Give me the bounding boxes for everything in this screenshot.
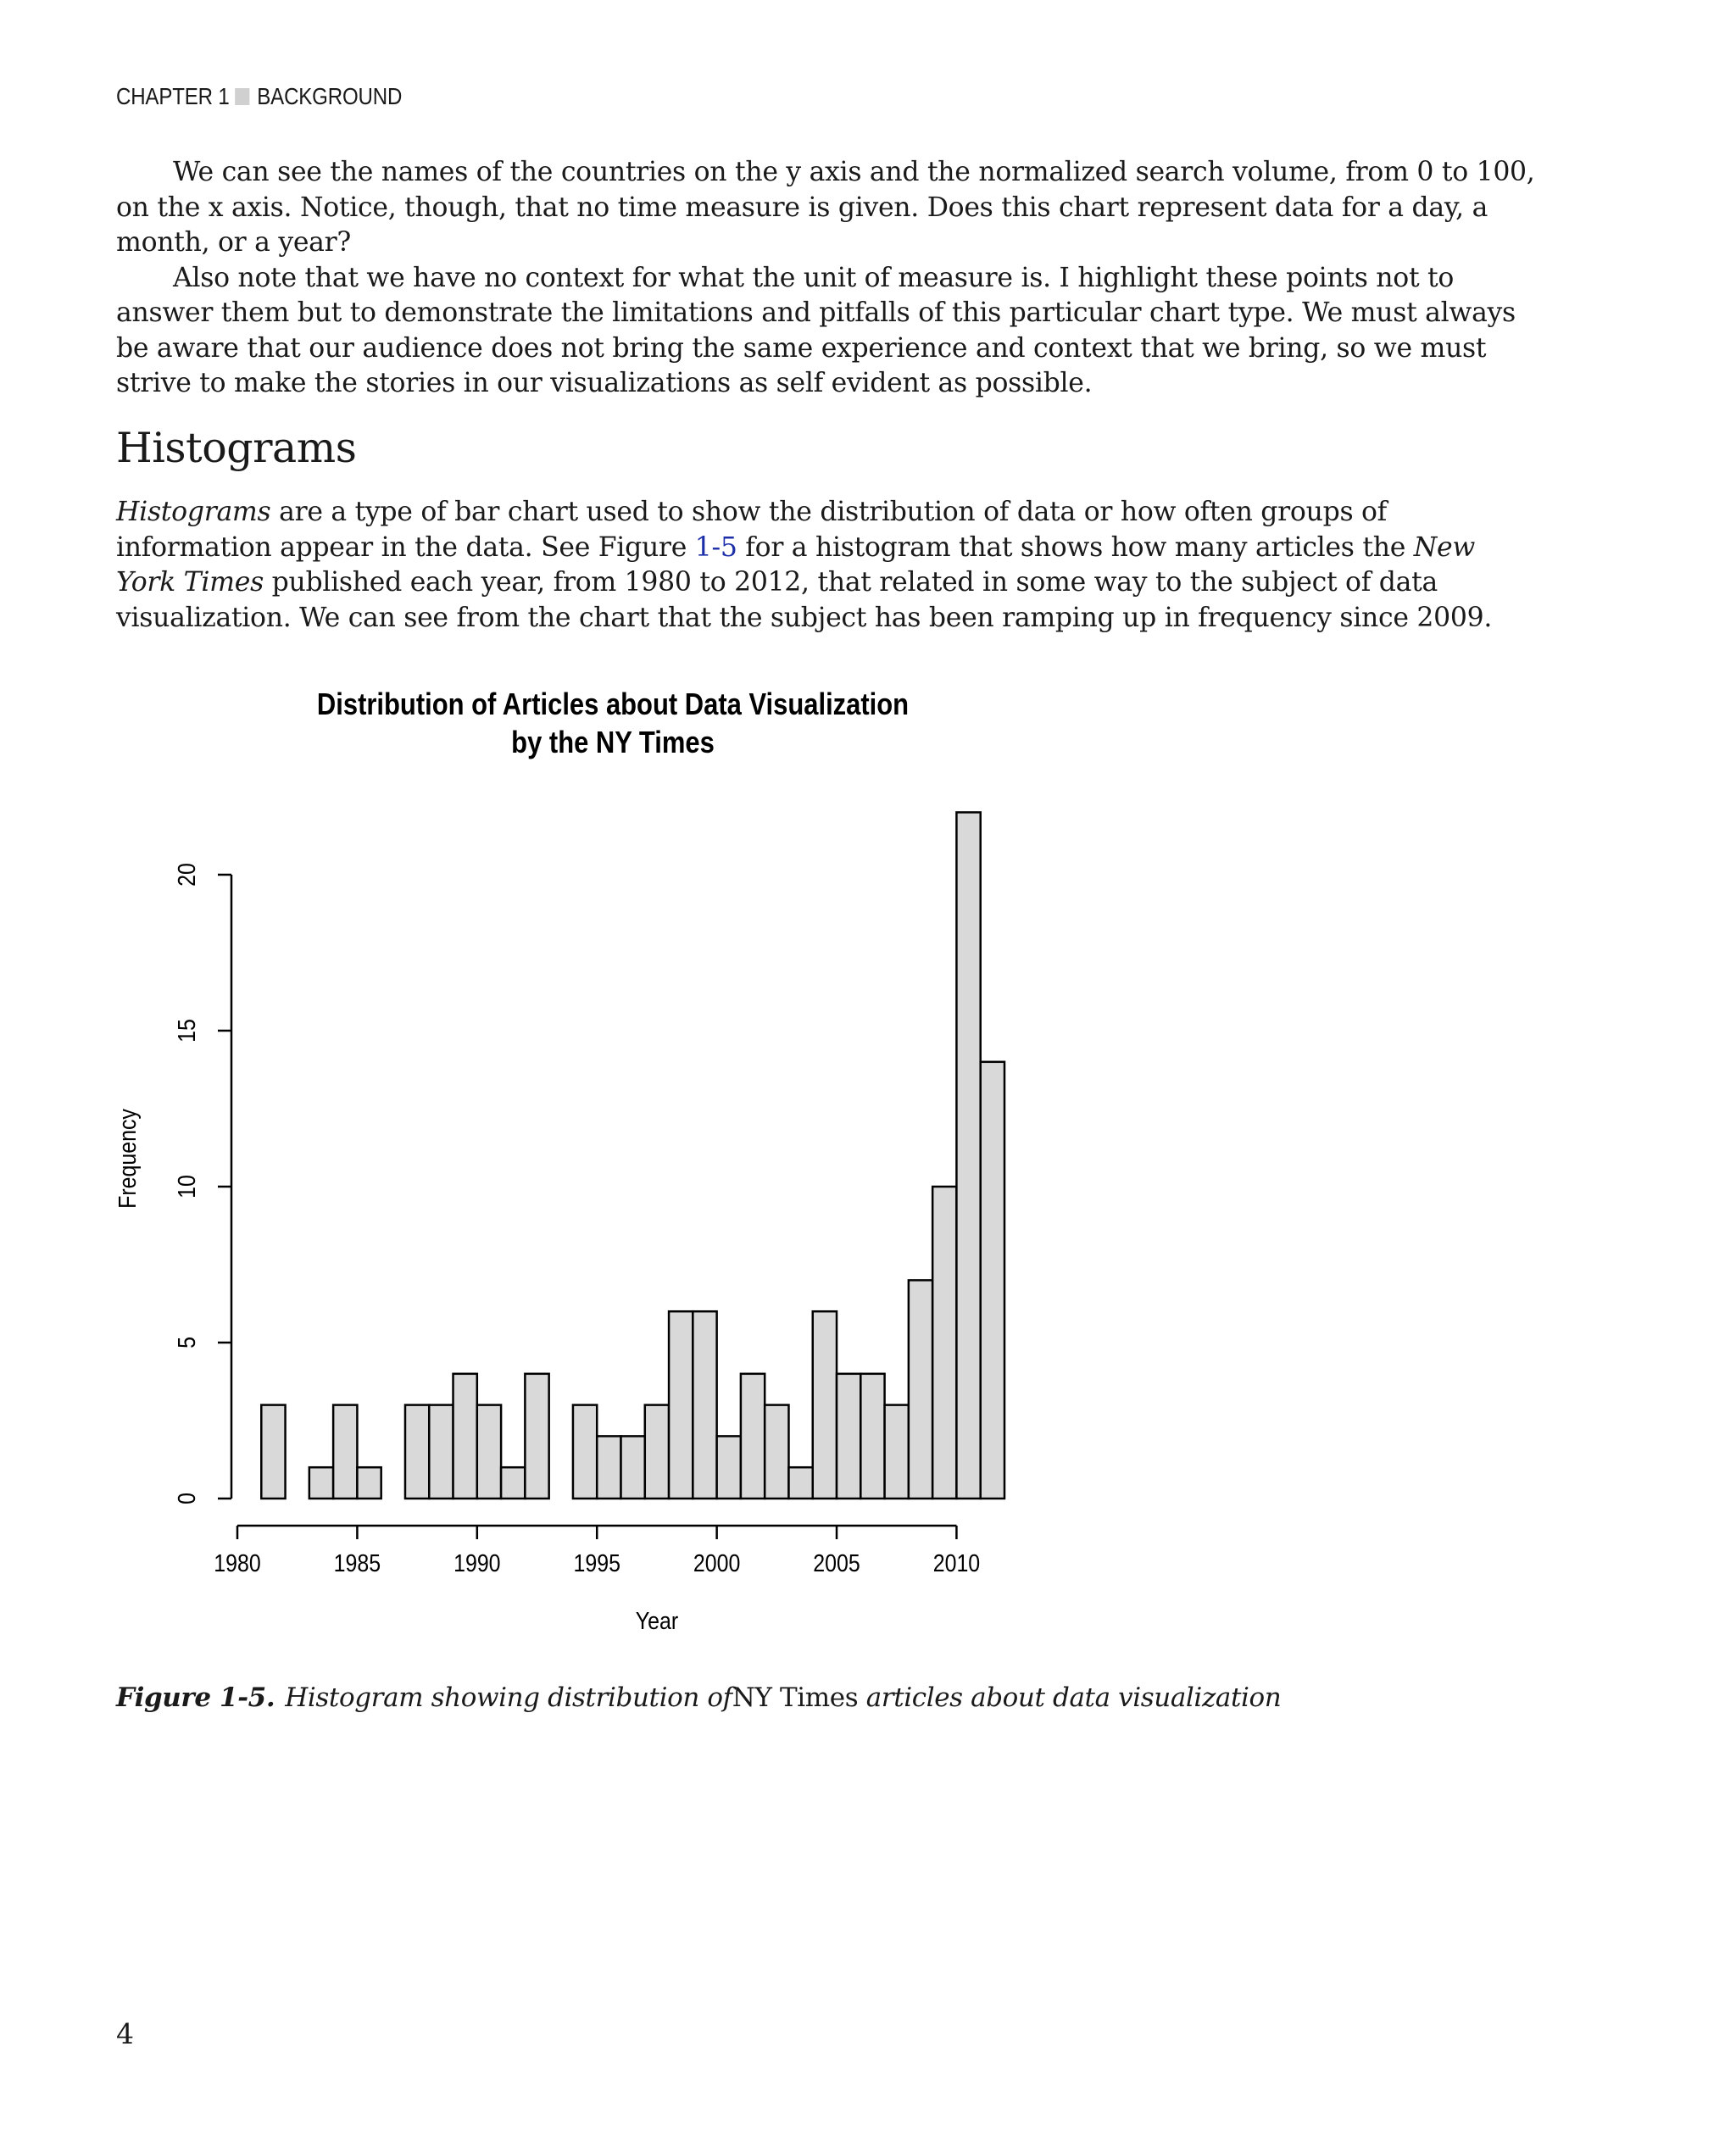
histogram-bar [573, 1405, 597, 1499]
histogram-bar [956, 812, 980, 1499]
histogram-bar [717, 1436, 741, 1499]
x-tick-label: 1980 [214, 1549, 261, 1577]
page-number: 4 [116, 2017, 134, 2050]
histogram-bar [501, 1467, 525, 1499]
x-axis [214, 1526, 980, 1577]
term-histograms: Histograms [116, 497, 271, 527]
histograms-paragraph [116, 495, 1540, 636]
y-axis [173, 863, 231, 1504]
histogram-bar [741, 1374, 765, 1499]
x-tick-label: 1985 [333, 1549, 381, 1577]
histogram-bar [405, 1405, 429, 1499]
p3-text-2: for a histogram that shows how many articles the [737, 531, 1414, 563]
histogram-bar [453, 1374, 477, 1499]
histogram-bar [333, 1405, 357, 1499]
y-tick-label: 5 [173, 1337, 201, 1349]
y-tick-label: 0 [173, 1493, 201, 1504]
histogram-bar [837, 1374, 860, 1499]
histogram-bars [261, 812, 1004, 1499]
figure-crossref-link[interactable]: 1-5 [694, 531, 737, 563]
histogram-bar [932, 1187, 956, 1499]
y-tick-label: 10 [173, 1175, 201, 1198]
paragraph-2: Also note that we have no context for what the unit of measure is. I highlight these points not to answer them but to demonstrate the limitations and pitfalls of this particular chart type. We must always be aware that our audience does not bring the same experience and context that we bring, so we must strive to make the stories in our visualizations as self evident as possible. [116, 262, 1516, 398]
caption-label: Figure 1-5. [116, 1682, 275, 1713]
chapter-title: BACKGROUND [257, 83, 403, 109]
histogram-bar [669, 1311, 693, 1499]
paragraph-1: We can see the names of the countries on the y axis and the normalized search volume, from 0 to 100, on the x axis. Notice, though, that no time measure is given. Does this chart represent data for a day, a month, or a year? [116, 157, 1535, 258]
intro-paragraphs [116, 155, 1540, 402]
figure-caption [116, 1682, 1281, 1713]
x-axis-label: Year [635, 1607, 679, 1635]
x-tick-label: 2000 [693, 1549, 741, 1577]
histogram-bar [477, 1405, 501, 1499]
histogram-bar [429, 1405, 453, 1499]
p3-text-3: published each year, from 1980 to 2012, that related in some way to the subject of data visualization. We can see from the chart that the subject has been ramping up in frequency since 2009. [116, 567, 1493, 633]
histogram-bar [309, 1467, 333, 1499]
histogram-bar [621, 1436, 645, 1499]
histogram-bar [981, 1062, 1004, 1499]
histogram-bar [813, 1311, 837, 1499]
histogram-bar [357, 1467, 381, 1499]
section-heading: Histograms [116, 424, 357, 472]
chart-title-line-1: Distribution of Articles about Data Visualization [316, 687, 910, 722]
y-tick-label: 15 [173, 1019, 201, 1043]
x-tick-label: 1990 [453, 1549, 501, 1577]
chart-title-line-2: by the NY Times [511, 726, 715, 760]
publication-name: New York Times [116, 531, 1476, 598]
p3-text-1: are a type of bar chart used to show the distribution of data or how often groups of information appear in the data. See Figure [116, 497, 1388, 563]
caption-publication: NY Times [732, 1682, 859, 1713]
histogram-bar [788, 1467, 812, 1499]
y-axis-label: Frequency [114, 1109, 142, 1209]
histogram-bar [645, 1405, 669, 1499]
histogram-bar [525, 1374, 548, 1499]
histogram-bar [765, 1405, 788, 1499]
x-tick-label: 2005 [813, 1549, 860, 1577]
x-tick-label: 2010 [932, 1549, 981, 1577]
separator-square [235, 88, 249, 105]
caption-text-2: articles about data visualization [858, 1682, 1282, 1713]
y-tick-label: 20 [173, 863, 201, 887]
histogram-chart [102, 678, 1119, 1653]
histogram-bar [909, 1280, 932, 1499]
caption-text-1: Histogram showing distribution of [285, 1682, 732, 1713]
histogram-bar [261, 1405, 285, 1499]
x-tick-label: 1995 [573, 1549, 620, 1577]
histogram-bar [860, 1374, 884, 1499]
histogram-bar [597, 1436, 620, 1499]
running-head [116, 83, 402, 110]
histogram-bar [693, 1311, 716, 1499]
chapter-label: CHAPTER 1 [116, 83, 230, 109]
histogram-bar [885, 1405, 909, 1499]
